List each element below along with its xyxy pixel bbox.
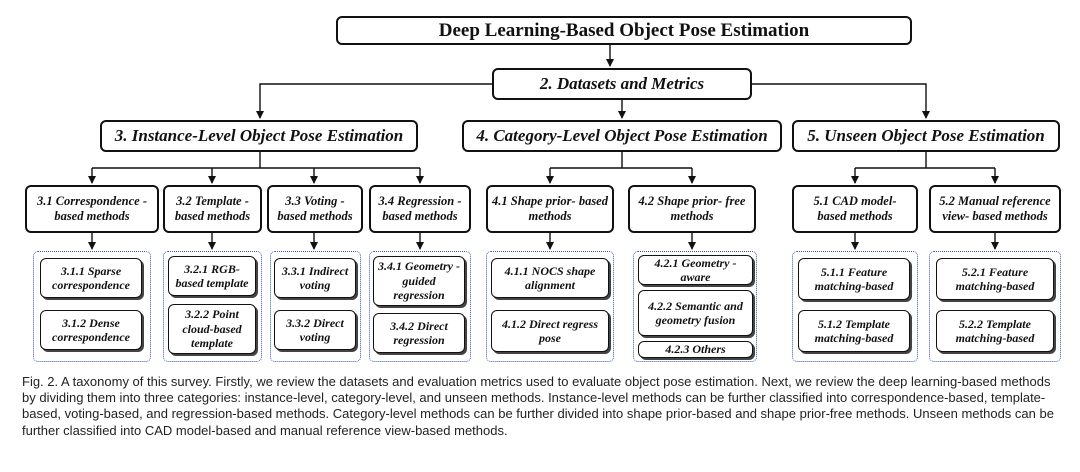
- leaf-3-3-1: 3.3.1 Indirect voting: [274, 258, 356, 298]
- method-3-3: 3.3 Voting - based methods: [267, 185, 363, 233]
- category-level-node: 4. Category-Level Object Pose Estimation: [462, 120, 782, 152]
- leaf-3-3-2: 3.3.2 Direct voting: [274, 310, 356, 350]
- leaf-5-2-1: 5.2.1 Feature matching-based: [936, 258, 1054, 300]
- method-4-1: 4.1 Shape prior- based methods: [486, 185, 614, 233]
- method-3-2: 3.2 Template - based methods: [163, 185, 262, 233]
- root-title: Deep Learning-Based Object Pose Estimation: [336, 16, 912, 45]
- leaf-5-1-1: 5.1.1 Feature matching-based: [798, 258, 910, 300]
- method-3-4: 3.4 Regression - based methods: [369, 185, 471, 233]
- leaf-3-2-1: 3.2.1 RGB- based template: [168, 256, 256, 296]
- datasets-node: 2. Datasets and Metrics: [492, 68, 752, 100]
- leaf-3-1-1: 3.1.1 Sparse correspondence: [40, 258, 142, 298]
- leaf-4-2-2: 4.2.2 Semantic and geometry fusion: [638, 290, 753, 336]
- leaf-4-1-2: 4.1.2 Direct regress pose: [491, 310, 609, 352]
- method-5-1: 5.1 CAD model- based methods: [792, 185, 918, 233]
- leaf-4-2-1: 4.2.1 Geometry - aware: [638, 255, 753, 285]
- leaf-3-4-2: 3.4.2 Direct regression: [373, 313, 465, 353]
- leaf-4-2-3: 4.2.3 Others: [638, 341, 753, 358]
- figure-caption: Fig. 2. A taxonomy of this survey. Firstly, we review the datasets and evaluation metrics used to evaluate object pose estimation. Next, we review the deep learning-based methods by dividing them into three categories: instance-level, category-level, and unseen methods. Instance-level methods can be further classified into correspondence-based, template-based, voting-based, and regression-based methods. Category-level methods can be further divided into shape prior-based and shape prior-free methods. Unseen methods can be further classified into CAD model-based and manual reference view-based methods.: [22, 374, 1054, 438]
- instance-level-node: 3. Instance-Level Object Pose Estimation: [100, 120, 418, 152]
- method-4-2: 4.2 Shape prior- free methods: [628, 185, 756, 233]
- unseen-node: 5. Unseen Object Pose Estimation: [792, 120, 1060, 152]
- leaf-5-2-2: 5.2.2 Template matching-based: [936, 310, 1054, 352]
- method-3-1: 3.1 Correspondence - based methods: [25, 185, 159, 233]
- leaf-4-1-1: 4.1.1 NOCS shape alignment: [491, 258, 609, 298]
- leaf-3-1-2: 3.1.2 Dense correspondence: [40, 310, 142, 350]
- leaf-3-4-1: 3.4.1 Geometry - guided regression: [373, 256, 465, 306]
- leaf-5-1-2: 5.1.2 Template matching-based: [798, 310, 910, 352]
- method-5-2: 5.2 Manual reference view- based methods: [929, 185, 1061, 233]
- leaf-3-2-2: 3.2.2 Point cloud-based template: [168, 304, 256, 354]
